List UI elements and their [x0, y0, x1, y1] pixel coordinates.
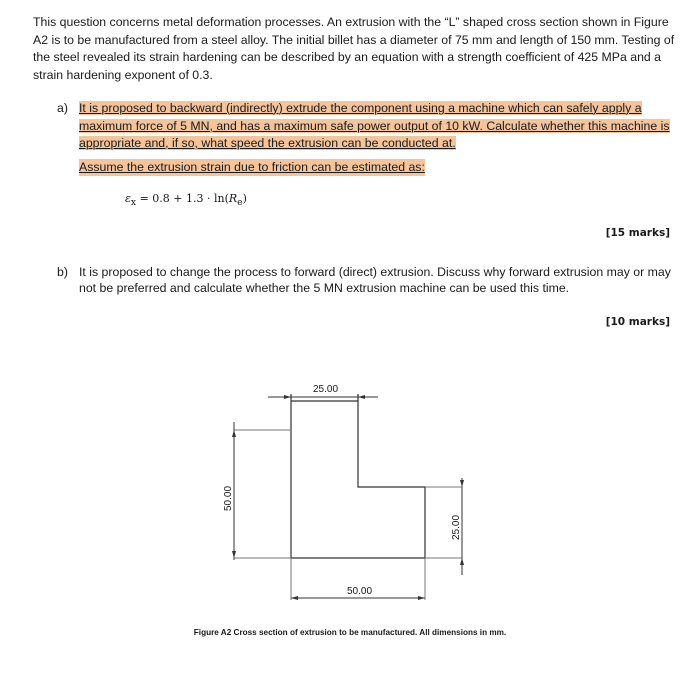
part-a-assumption: Assume the extrusion strain due to friction can be estimated as: — [79, 159, 425, 177]
equation-rhs: = 0.8 + 1.3 · ln( — [139, 192, 229, 205]
equation-var-sub: e — [237, 197, 243, 209]
question-intro: This question concerns metal deformation processes. An extrusion with the “L” shaped cross section shown in Figure A2 is to be manufactured from a steel alloy. The initial billet has a diameter of 75 mm and length of 150 mm. Testing of the steel revealed its strain hardening can be described by an equation with a strength coefficient of 425 MPa and a strain hardening exponent of 0.3. — [33, 15, 675, 82]
part-a-label: a) — [57, 101, 68, 115]
dim-label-left: 50.00 — [223, 485, 234, 511]
dim-label-right: 25.00 — [451, 514, 462, 540]
figure-caption: Figure A2 Cross section of extrusion to be manufactured. All dimensions in mm. — [193, 628, 507, 637]
dim-label-top: 25.00 — [313, 384, 339, 395]
part-a-text: It is proposed to backward (indirectly) extrude the component using a machine which can safely apply a maximum force of 5 MN, and has a maximum safe power output of 10 kW. Calculate whether this machine is appropriate and, if so, what speed the extrusion can be conducted at. — [79, 101, 670, 150]
equation-var: R — [228, 192, 238, 205]
part-b-text: It is proposed to change the process to forward (direct) extrusion. Discuss why forward extrusion may or may not be preferred and calculate whether the 5 MN extrusion machine can be used this time. — [79, 265, 671, 295]
l-section-outline — [291, 401, 425, 558]
equation-epsilon-sub: x — [130, 197, 137, 209]
equation-epsilon: ε — [125, 192, 131, 205]
equation-end: ) — [242, 192, 247, 205]
dim-label-bottom: 50.00 — [347, 586, 373, 597]
part-b-marks: [10 marks] — [605, 316, 670, 328]
part-b-label: b) — [57, 265, 68, 279]
part-a-marks: [15 marks] — [605, 227, 670, 239]
